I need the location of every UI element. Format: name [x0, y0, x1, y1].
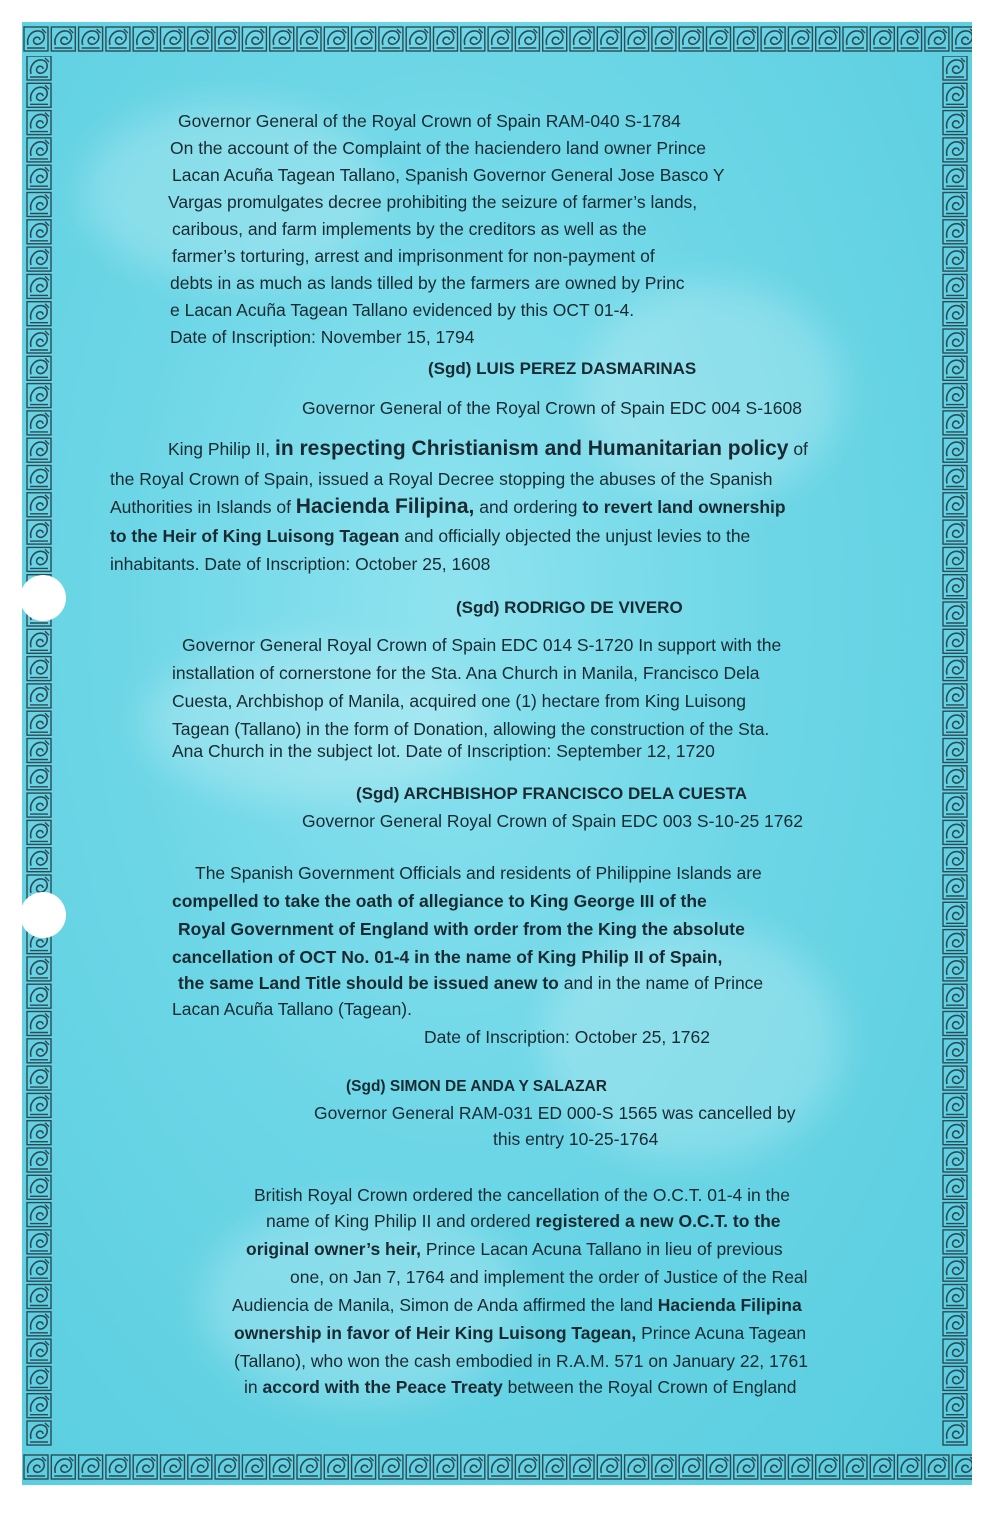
s2-line-4: [110, 523, 750, 550]
s1-line-5: caribous, and farm implements by the creditors as well as the: [172, 219, 647, 239]
s2-line-2: the Royal Crown of Spain, issued a Royal Decree stopping the abuses of the Spanish: [110, 469, 773, 489]
s6-line-3-end: Prince Lacan Acuna Tallano in lieu of previous: [421, 1239, 783, 1259]
s3-line-2: installation of cornerstone for the Sta. Ana Church in Manila, Francisco Dela: [172, 663, 760, 683]
s4-line-5: [178, 970, 763, 997]
s2-line-4-bold: to the Heir of King Luisong Tagean: [110, 526, 400, 546]
ornamental-border-left: [22, 56, 56, 1450]
s4-date-of-inscription: Date of Inscription: October 25, 1762: [424, 1027, 710, 1047]
s2-line-3: [110, 494, 786, 521]
s2-line-3-hacienda: Hacienda Filipina,: [295, 495, 475, 518]
s4-line-5-end: and in the name of Prince: [558, 973, 764, 993]
s2-line-5: inhabitants. Date of Inscription: October 25, 1608: [110, 554, 491, 574]
s2-line-3-start: Authorities in Islands of: [110, 497, 296, 517]
s4-line-3: Royal Government of England with order from the King the absolute: [178, 919, 745, 939]
s4-line-4: cancellation of OCT No. 01-4 in the name of King Philip II of Spain,: [172, 947, 723, 967]
punch-hole-lower: [20, 892, 66, 938]
s6-line-8-bold: accord with the Peace Treaty: [262, 1377, 503, 1397]
s4-line-2: compelled to take the oath of allegiance to King George III of the: [172, 891, 707, 911]
signature-simon-de-anda: (Sgd) SIMON DE ANDA Y SALAZAR: [346, 1078, 607, 1095]
s2-line-4-end: and officially objected the unjust levies to the: [399, 526, 751, 546]
s3-line-4: Tagean (Tallano) in the form of Donation, allowing the construction of the Sta.: [172, 719, 770, 739]
s6-line-3: [246, 1236, 783, 1263]
s6-line-8-start: in: [244, 1377, 263, 1397]
s6-line-6-end: Prince Acuna Tagean: [636, 1323, 807, 1343]
ornamental-border-bottom: [22, 1450, 972, 1484]
s6-line-7: (Tallano), who won the cash embodied in R.A.M. 571 on January 22, 1761: [234, 1351, 808, 1371]
s6-line-6-bold: ownership in favor of Heir King Luisong Tagean,: [234, 1323, 637, 1343]
s4-line-5-bold: the same Land Title should be issued anew to: [178, 973, 559, 993]
s1-line-9: Date of Inscription: November 15, 1794: [170, 327, 475, 347]
s1-line-6: farmer’s torturing, arrest and imprisonment for non-payment of: [172, 246, 655, 266]
signature-archbishop-francisco-dela-cuesta: (Sgd) ARCHBISHOP FRANCISCO DELA CUESTA: [356, 784, 747, 803]
s3-line-3: Cuesta, Archbishop of Manila, acquired one (1) hectare from King Luisong: [172, 691, 746, 711]
s1-line-2: On the account of the Complaint of the haciendero land owner Prince: [170, 138, 707, 158]
s1-line-8: e Lacan Acuña Tagean Tallano evidenced by this OCT 01-4.: [170, 300, 635, 320]
ornamental-border-right: [938, 56, 972, 1450]
s1-line-3: Lacan Acuña Tagean Tallano, Spanish Governor General Jose Basco Y: [172, 165, 725, 185]
punch-hole-upper: [20, 575, 66, 621]
s5-line-1: Governor General RAM-031 ED 000-S 1565 was cancelled by: [314, 1103, 796, 1123]
s6-line-1: British Royal Crown ordered the cancellation of the O.C.T. 01-4 in the: [254, 1185, 790, 1205]
s2-line-3-mid: and ordering: [474, 497, 583, 517]
s6-line-8-end: between the Royal Crown of England: [502, 1377, 797, 1397]
s2-line-1: [168, 436, 808, 463]
s3-official-title: Governor General Royal Crown of Spain EDC 003 S-10-25 1762: [302, 811, 803, 831]
ornamental-border-top: [22, 22, 972, 56]
s6-line-2-start: name of King Philip II and ordered: [266, 1211, 536, 1231]
s1-line-1: Governor General of the Royal Crown of Spain RAM-040 S-1784: [178, 111, 681, 131]
s5-line-2: this entry 10-25-1764: [493, 1129, 659, 1149]
s6-line-2-bold: registered a new O.C.T. to the: [535, 1211, 781, 1231]
s2-line-1-bold: in respecting Christianism and Humanitarian policy: [275, 437, 789, 460]
s6-line-5: [232, 1292, 802, 1319]
s4-line-6: Lacan Acuña Tallano (Tagean).: [172, 999, 412, 1019]
s6-line-2: [266, 1208, 781, 1235]
s2-line-1-end: of: [788, 439, 808, 459]
signature-rodrigo-de-vivero: (Sgd) RODRIGO DE VIVERO: [456, 598, 683, 617]
signature-luis-perez-dasmarinas: (Sgd) LUIS PEREZ DASMARINAS: [428, 359, 697, 378]
s6-line-5-bold: Hacienda Filipina: [657, 1295, 802, 1315]
s1-line-7: debts in as much as lands tilled by the farmers are owned by Princ: [170, 273, 685, 293]
s6-line-6: [234, 1320, 806, 1347]
s3-line-1: Governor General Royal Crown of Spain EDC 014 S-1720 In support with the: [182, 635, 782, 655]
s6-line-3-bold: original owner’s heir,: [246, 1239, 422, 1259]
s6-line-4: one, on Jan 7, 1764 and implement the order of Justice of the Real: [290, 1267, 808, 1287]
s3-line-5: Ana Church in the subject lot. Date of Inscription: September 12, 1720: [172, 741, 715, 761]
s4-line-1: The Spanish Government Officials and residents of Philippine Islands are: [195, 863, 762, 883]
s6-line-5-start: Audiencia de Manila, Simon de Anda affirmed the land: [232, 1295, 658, 1315]
s1-official-title: Governor General of the Royal Crown of Spain EDC 004 S-1608: [302, 398, 802, 418]
s1-line-4: Vargas promulgates decree prohibiting the seizure of farmer’s lands,: [168, 192, 698, 212]
s6-line-8: [244, 1374, 797, 1401]
s2-line-3-bold: to revert land ownership: [582, 497, 786, 517]
s2-line-1-start: King Philip II,: [168, 439, 275, 459]
